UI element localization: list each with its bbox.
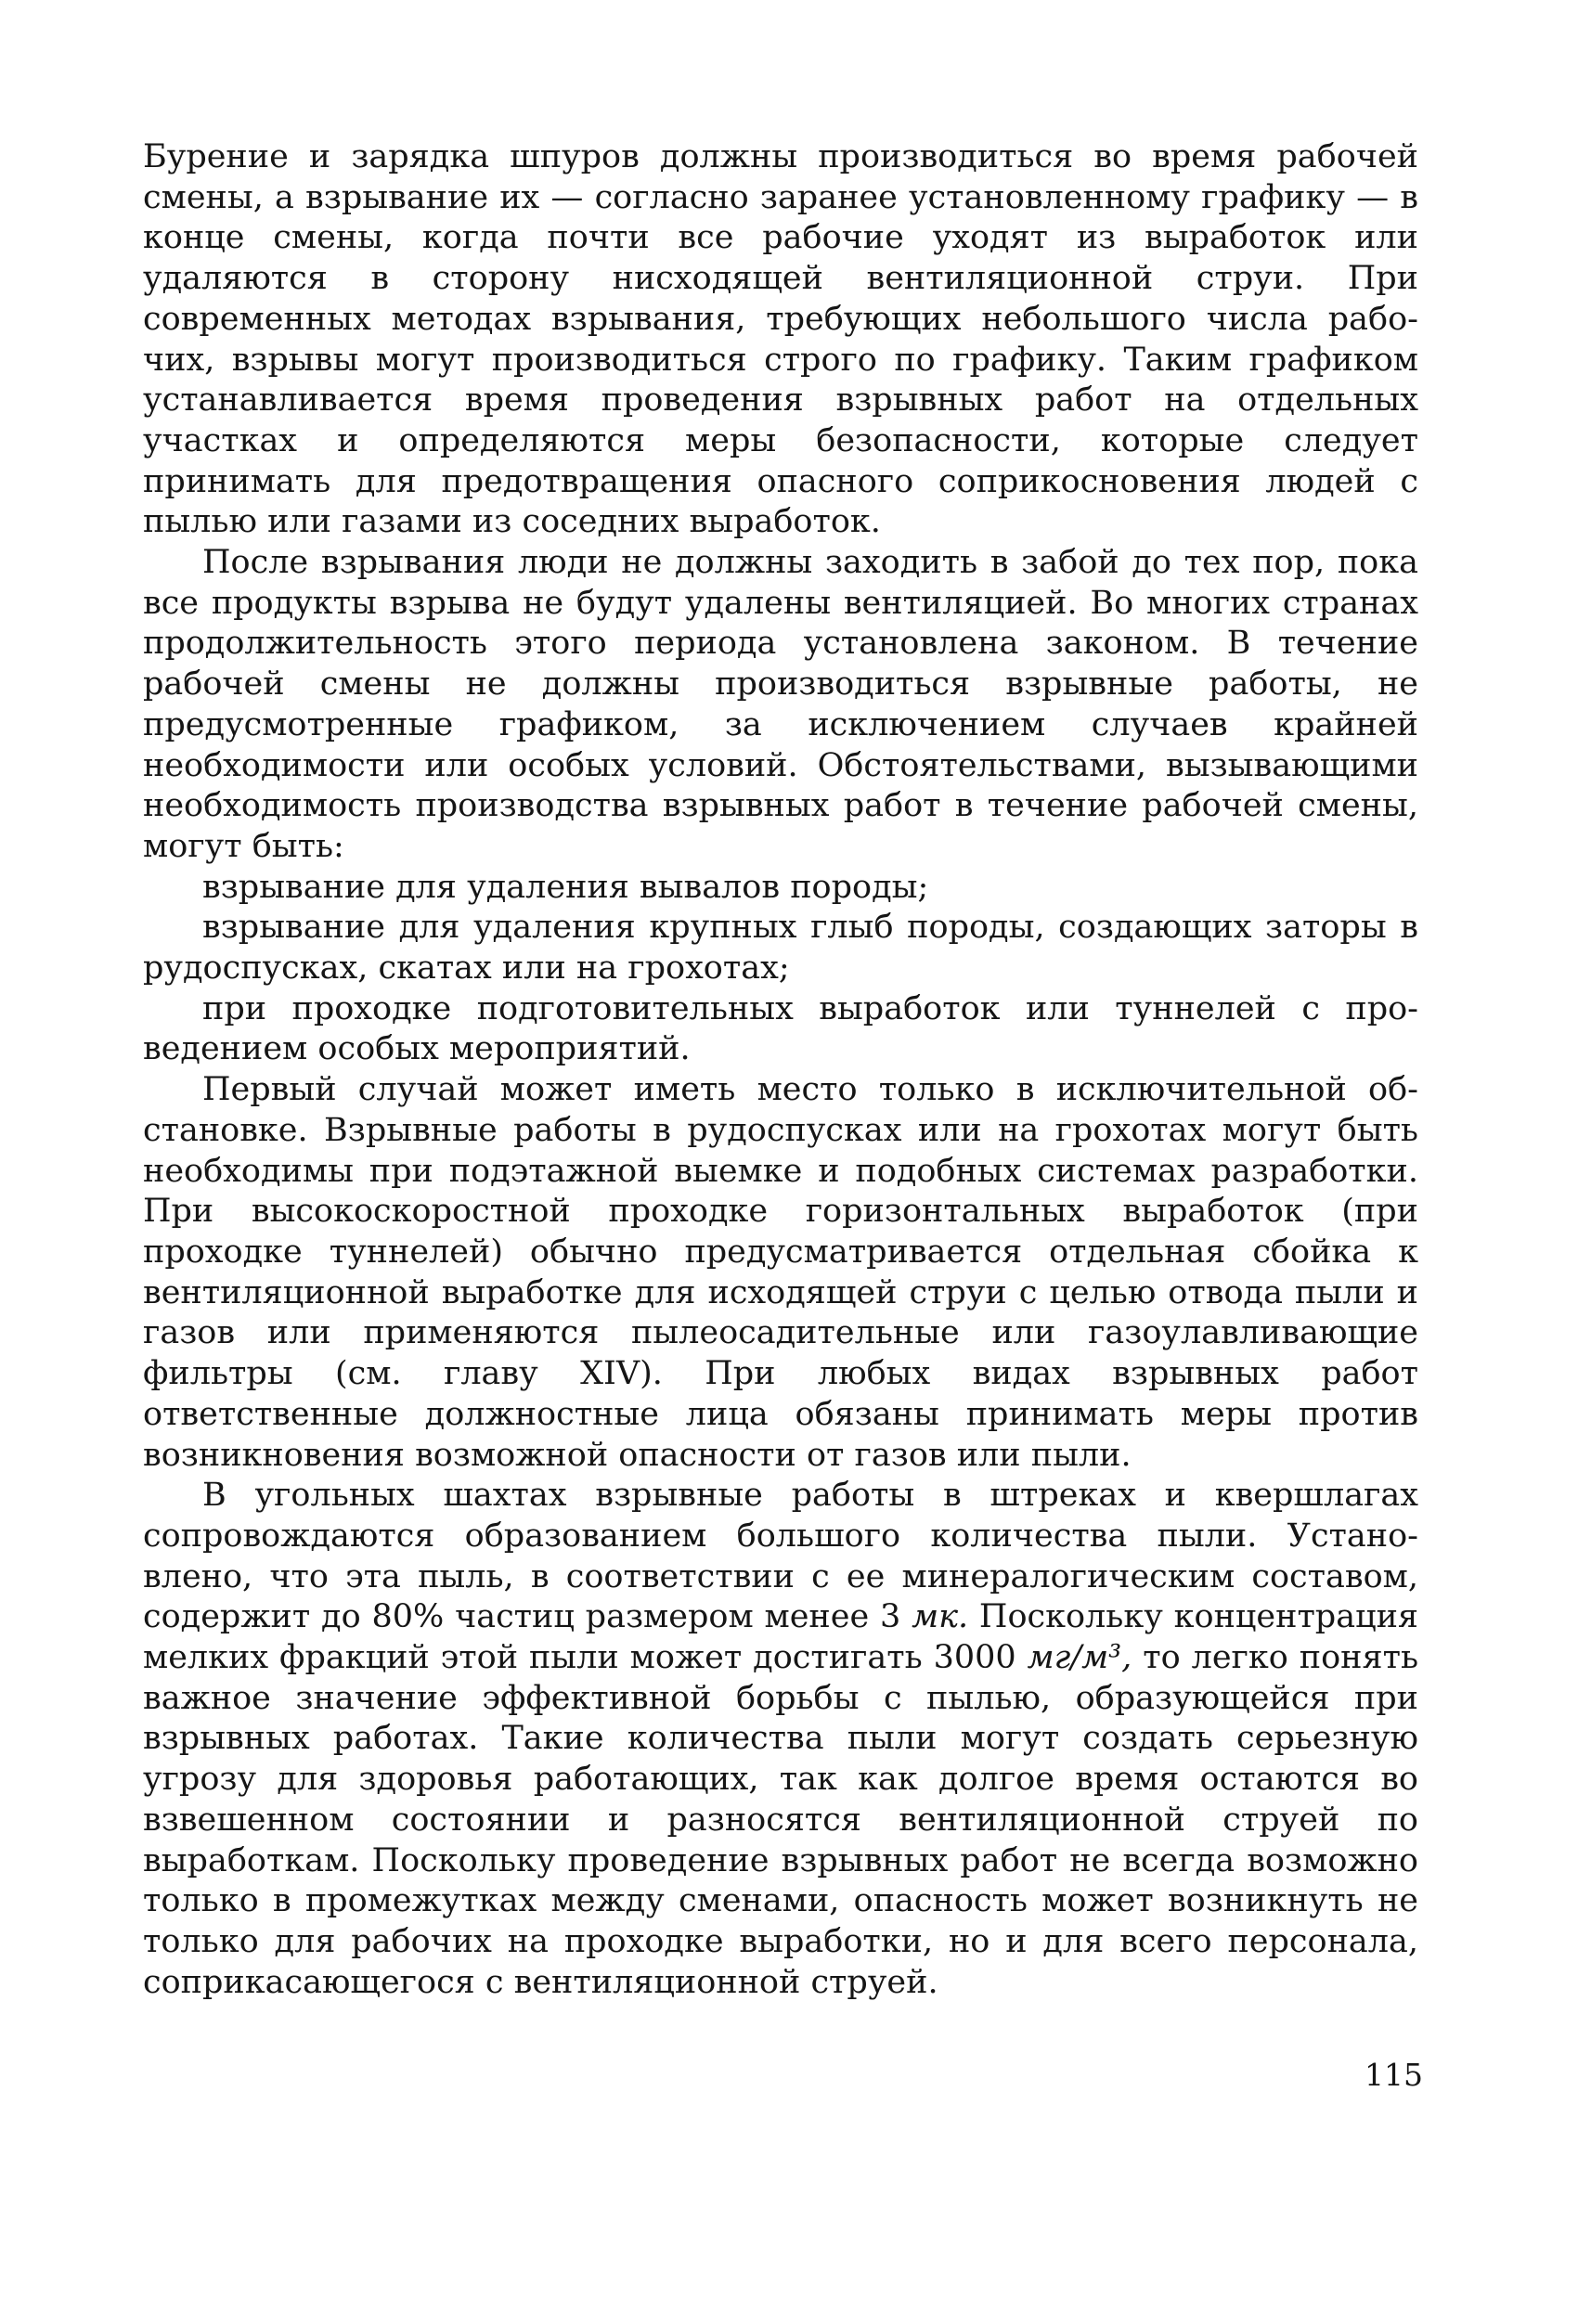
coal-text-part2: Поскольку концентрация мелких фракций этой пыли может достигать 3000 (143, 1598, 1418, 1677)
paragraph-after-blasting: После взрывания люди не должны заходить в забой до тех пор, пока все продукты взрыва не будут удалены вентиляцией. Во многих странах продолжительность этого периода установлена законом. В течение рабочей смены не должны производиться взрывные работы, не предусмотренные графиком, за исключением случаев крайней необходимости или особых условий. Обстоятельствами, вызывающими необходимость производства взрывных работ в течение рабочей смены, могут быть: (143, 544, 1418, 865)
page-body-text (143, 137, 1418, 2003)
paragraph-coal-mines (143, 1476, 1418, 2003)
list-item-blasting-boulders: взрывание для удаления крупных глыб породы, создающих заторы в рудоспусках, скатах или на грохотах; (143, 909, 1418, 988)
unit-microns: мк. (912, 1598, 969, 1636)
coal-text-part3: то легко понять важное значение эффективной борьбы с пылью, образующейся при взрывных работах. Такие количества пыли могут создать серьезную угрозу для здоровья работающих, так как долгое время остаются во взвешенном состоянии и разносятся вентиляционной струей по выработкам. Поскольку проведение взрывных работ не всегда возможно только в промежутках между сменами, опасность может возникнуть не только для рабочих на проходке выработки, но и для всего персонала, соприкасающегося с вентиляционной струей. (143, 1639, 1418, 2001)
list-item-development-workings: при проходке подготовительных выработок или туннелей с проведением особых мероприятий. (143, 989, 1418, 1068)
unit-mg-per-m3: мг/м³, (1027, 1639, 1132, 1677)
list-item-blasting-falls: взрывание для удаления вывалов породы; (202, 868, 929, 906)
page-number: 115 (1365, 2057, 1423, 2093)
paragraph-drilling-schedule: Бурение и зарядка шпуров должны производиться во время рабочей смены, а взрывание их — согласно заранее установленному графику — в конце смены, когда почти все рабочие уходят из выработок или удаляются в сторону нисходящей вентиляционной струи. При современных методах взрывания, требующих небольшого числа рабочих, взрывы могут производиться строго по графику. Таким графиком устанавливается время проведения взрывных работ на отдельных участках и определяются меры безопасности, которые следует принимать для предотвращения опасного соприкосновения людей с пылью или газами из соседних выработок. (143, 138, 1418, 541)
paragraph-first-case: Первый случай может иметь место только в исключительной обстановке. Взрывные работы в рудоспусках или на грохотах могут быть необходимы при подэтажной выемке и подобных системах разработки. При высокоскоростной проходке горизонтальных выработок (при проходке туннелей) обычно предусматривается отдельная сбойка к вентиляционной выработке для исходящей струи с целью отвода пыли и газов или применяются пылеосадительные или газоулавливающие фильтры (см. главу XIV). При любых видах взрывных работ ответственные должностные лица обязаны принимать меры против возникновения возможной опасности от газов или пыли. (143, 1071, 1418, 1474)
coal-text-part1: В угольных шахтах взрывные работы в штреках и квершлагах сопровождаются образованием большого количества пыли. Установлено, что эта пыль, в соответствии с ее минералогическим составом, содержит до 80% частиц размером менее 3 (143, 1477, 1418, 1636)
